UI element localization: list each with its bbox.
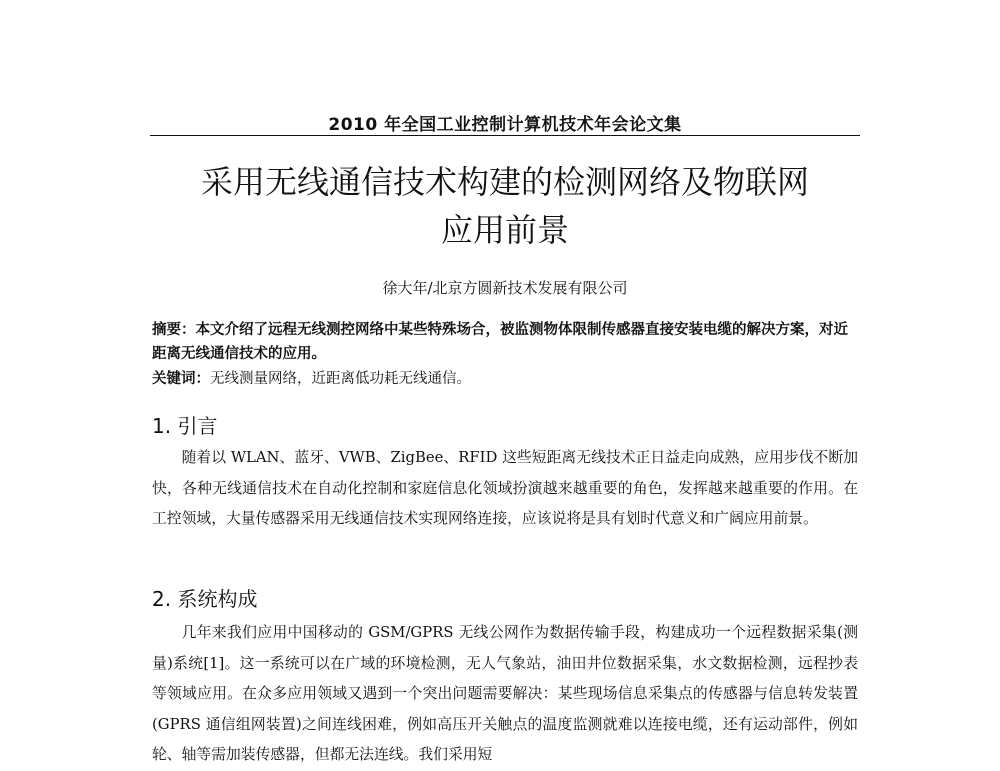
paper-title xyxy=(150,158,860,254)
header-rule xyxy=(150,135,860,136)
section-paragraph-system: 几年来我们应用中国移动的 GSM/GPRS 无线公网作为数据传输手段，构建成功一个远程数据采集(测量)系统[1]。这一系统可以在广域的环境检测，无人气象站，油田井位数据采集，水文数据检测，远程抄表等领域应用。在众多应用领域又遇到一个突出问题需要解决：某些现场信息采集点的传感器与信息转发装置(GPRS 通信组网装置)之间连线困难，例如高压开关触点的温度监测就难以连接电缆，还有运动部件，例如轮、轴等需加装传感器，但都无法连线。我们采用短 xyxy=(152,624,858,763)
abstract-label: 摘要： xyxy=(152,321,196,338)
keywords-label: 关键词： xyxy=(152,371,210,387)
title-line-2: 应用前景 xyxy=(440,211,569,249)
section-paragraph-introduction: 随着以 WLAN、蓝牙、VWB、ZigBee、RFID 这些短距离无线技术正日益走向成熟，应用步伐不断加快，各种无线通信技术在自动化控制和家庭信息化领域扮演越来越重要的角色，发挥越来越重要的作用。在工控领域，大量传感器采用无线通信技术实现网络连接，应该说将是具有划时代意义和广阔应用前景。 xyxy=(152,449,858,527)
section-heading-system: 2. 系统构成 xyxy=(152,587,258,611)
keywords xyxy=(152,368,858,390)
keywords-text: 无线测量网络，近距离低功耗无线通信。 xyxy=(210,371,471,387)
author-affiliation: 徐大年/北京方圆新技术发展有限公司 xyxy=(382,279,628,297)
abstract-text: 本文介绍了远程无线测控网络中某些特殊场合，被监测物体限制传感器直接安装电缆的解决方案，对近距离无线通信技术的应用。 xyxy=(152,321,848,362)
section-heading-introduction: 1. 引言 xyxy=(152,414,218,438)
abstract xyxy=(152,318,858,366)
title-line-1: 采用无线通信技术构建的检测网络及物联网 xyxy=(200,163,809,201)
running-header: 2010 年全国工业控制计算机技术年会论文集 xyxy=(328,115,682,135)
